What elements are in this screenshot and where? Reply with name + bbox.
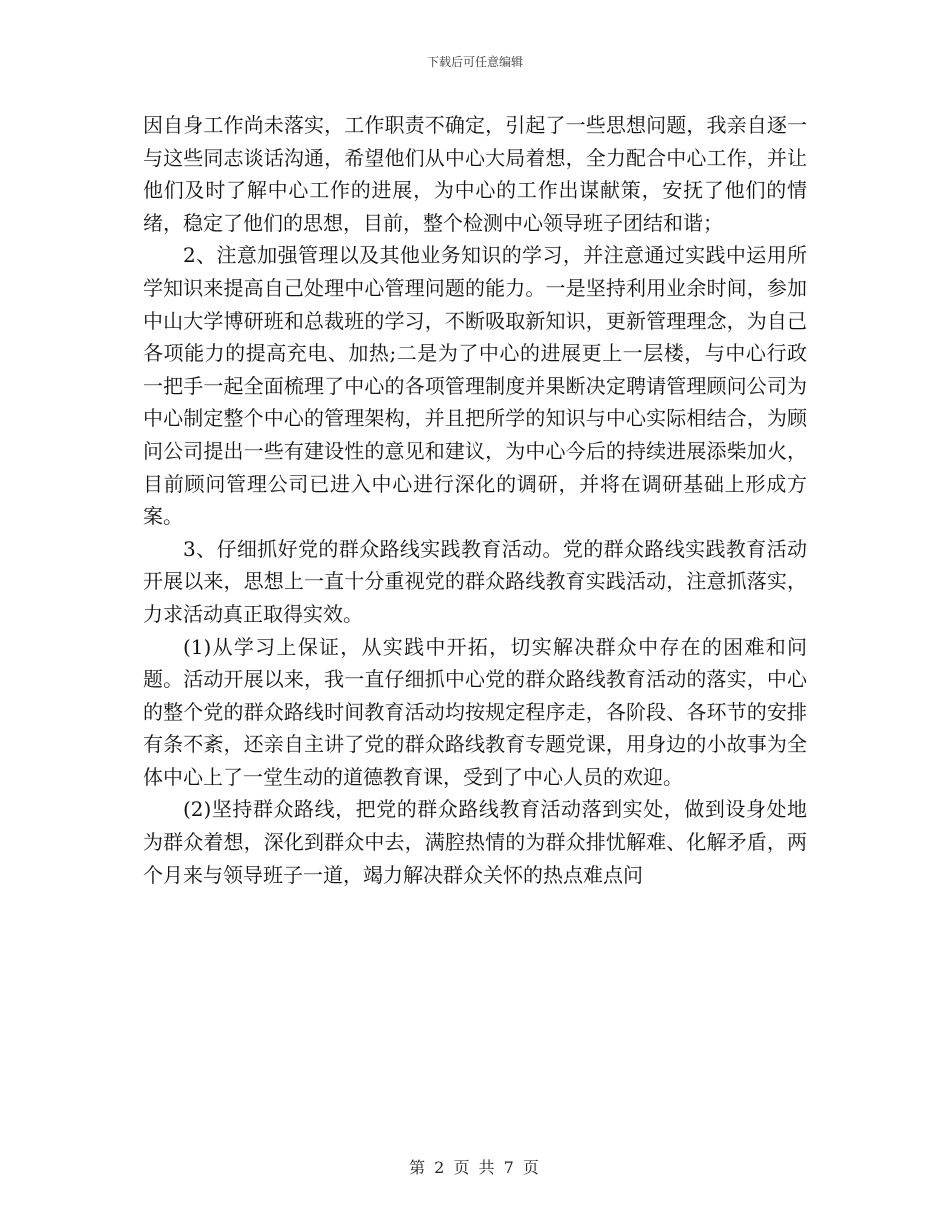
- paragraph-item-2: 2、注意加强管理以及其他业务知识的学习，并注意通过实践中运用所学知识来提高自己处理中心管理问题的能力。一是坚持利用业余时间，参加中山大学博研班和总裁班的学习，不断吸取新知识，更新管理理念，为自己各项能力的提高充电、加热;二是为了中心的进展更上一层楼，与中心行政一把手一起全面梳理了中心的各项管理制度并果断决定聘请管理顾问公司为中心制定整个中心的管理架构，并且把所学的知识与中心实际相结合，为顾问公司提出一些有建设性的意见和建议，为中心今后的持续进展添柴加火，目前顾问管理公司已进入中心进行深化的调研，并将在调研基础上形成方案。: [143, 243, 807, 529]
- paragraph-subitem-1: (1)从学习上保证，从实践中开拓，切实解决群众中存在的困难和问题。活动开展以来，我一直仔细抓中心党的群众路线教育活动的落实，中心的整个党的群众路线时间教育活动均按规定程序走，各阶段、各环节的安排有条不紊，还亲自主讲了党的群众路线教育专题党课，用身边的小故事为全体中心上了一堂生动的道德教育课，受到了中心人员的欢迎。: [143, 634, 807, 789]
- page-header: 下载后可任意编辑: [426, 55, 523, 69]
- document-body: [143, 109, 807, 891]
- page-footer: 第 2 页 共 7 页: [409, 1158, 541, 1177]
- paragraph-item-3: 3、仔细抓好党的群众路线实践教育活动。党的群众路线实践教育活动开展以来，思想上一直十分重视党的群众路线教育实践活动，注意抓落实，力求活动真正取得实效。: [143, 536, 807, 626]
- paragraph-subitem-2: (2)坚持群众路线，把党的群众路线教育活动落到实处，做到设身处地为群众着想，深化到群众中去，满腔热情的为群众排忧解难、化解矛盾，两个月来与领导班子一道，竭力解决群众关怀的热点难点问: [143, 797, 807, 887]
- paragraph-continued: 因自身工作尚未落实，工作职责不确定，引起了一些思想问题，我亲自逐一与这些同志谈话沟通，希望他们从中心大局着想，全力配合中心工作，并让他们及时了解中心工作的进展，为中心的工作出谋献策，安抚了他们的情绪，稳定了他们的思想，目前，整个检测中心领导班子团结和谐；: [143, 113, 807, 235]
